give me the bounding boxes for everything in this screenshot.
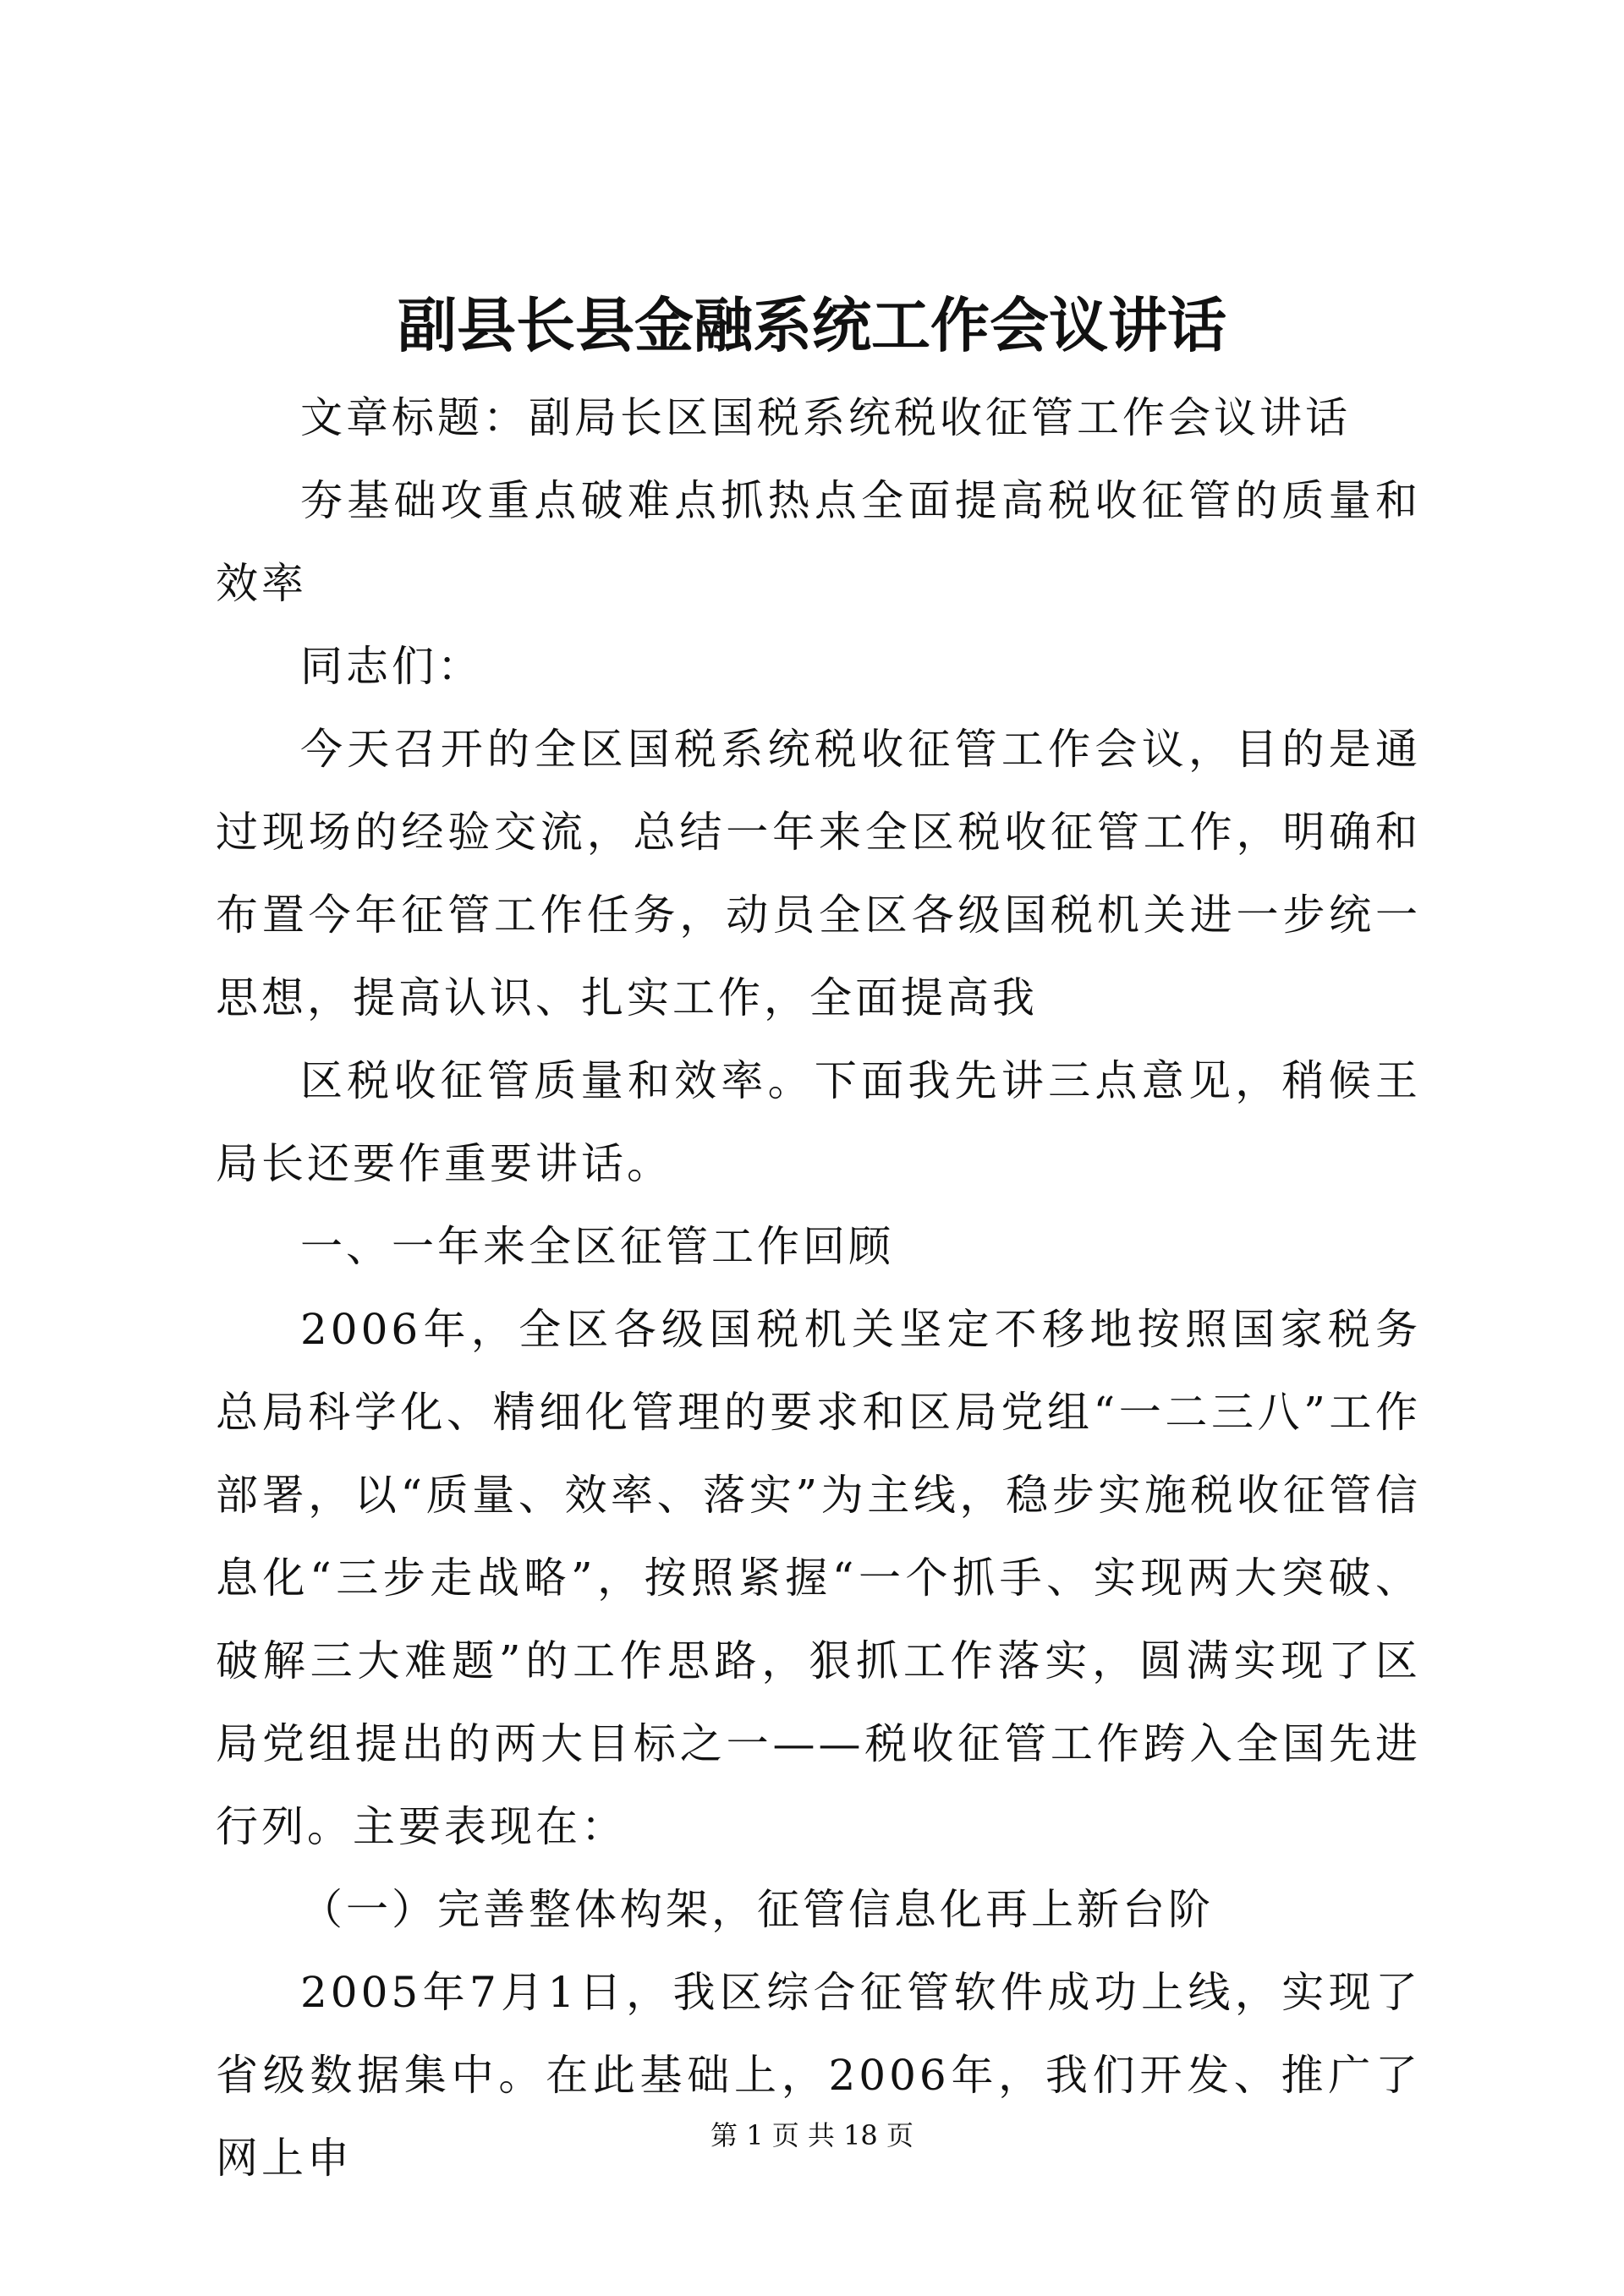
intro-paragraph: 今天召开的全区国税系统税收征管工作会议，目的是通过现场的经验交流，总结一年来全区税收征管工作，明确和布置今年征管工作任务，动员全区各级国税机关进一步统一思想，提高认识、扎实工作，全面提高我 bbox=[216, 725, 1421, 1022]
paragraph-2005: 2005年7月1日，我区综合征管软件成功上线，实现了省级数据集中。在此基础上，2006年，我们开发、推广了网上申 bbox=[216, 1968, 1421, 2183]
section-heading-review: 一、一年来全区征管工作回顾 bbox=[300, 1222, 894, 1271]
subsection-heading-1: （一）完善整体构架，征管信息化再上新台阶 bbox=[300, 1885, 1214, 1934]
greeting-paragraph: 同志们： bbox=[300, 642, 483, 691]
subtitle-paragraph: 夯基础攻重点破难点抓热点全面提高税收征管的质量和效率 bbox=[216, 476, 1421, 608]
article-heading-paragraph: 文章标题：副局长区国税系统税收征管工作会议讲话 bbox=[300, 393, 1351, 442]
review-paragraph-2006: 2006年，全区各级国税机关坚定不移地按照国家税务总局科学化、精细化管理的要求和区局党组“一二三八”工作部署，以“质量、效率、落实”为主线，稳步实施税收征管信息化“三步走战略”，按照紧握“一个抓手、实现两大突破、破解三大难题”的工作思路，狠抓工作落实，圆满实现了区局党组提出的两大目标之一——税收征管工作跨入全国先进行列。主要表现在： bbox=[216, 1305, 1421, 1851]
document-title: 副县长县金融系统工作会议讲话 bbox=[398, 290, 1226, 360]
page-number-footer: 第 1 页 共 18 页 bbox=[710, 2119, 914, 2151]
intro-continued-paragraph: 区税收征管质量和效率。下面我先讲三点意见，稍候王局长还要作重要讲话。 bbox=[216, 1056, 1421, 1188]
document-body bbox=[216, 376, 1421, 2200]
